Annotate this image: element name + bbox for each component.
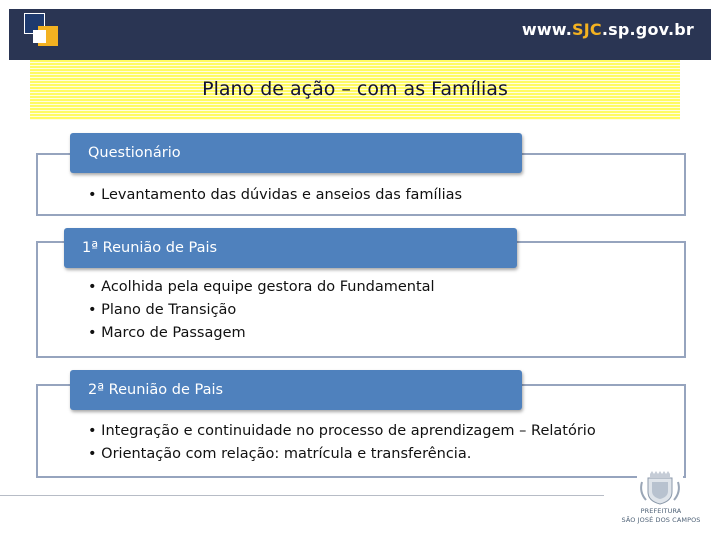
list-item: • Acolhida pela equipe gestora do Fundamental [88, 279, 435, 295]
site-url-prefix: www. [521, 20, 573, 39]
site-url[interactable] [522, 20, 694, 39]
section-heading-reuniao-1: 1ª Reunião de Pais [64, 228, 517, 268]
page-title: Plano de ação – com as Famílias [202, 78, 508, 100]
title-banner [30, 60, 680, 120]
list-item: • Marco de Passagem [88, 325, 246, 341]
list-item: • Orientação com relação: matrícula e transferência. [88, 446, 472, 462]
section-heading-reuniao-2: 2ª Reunião de Pais [70, 370, 522, 410]
list-item: • Levantamento das dúvidas e anseios das famílias [88, 187, 463, 203]
bullet-list-questionario [88, 184, 462, 207]
logo-icon-white [33, 30, 46, 43]
site-url-suffix: .sp.gov.br [601, 20, 694, 39]
bullet-list-reuniao-2 [88, 420, 596, 466]
bullet-list-reuniao-1 [88, 276, 435, 345]
site-url-accent: SJC [572, 20, 602, 39]
prefeitura-line-2: SÃO JOSÉ DOS CAMPOS [621, 516, 701, 524]
prefeitura-label [613, 507, 709, 525]
footer-divider [0, 495, 604, 496]
city-emblem-icon [637, 470, 683, 506]
list-item: • Integração e continuidade no processo de aprendizagem – Relatório [88, 423, 596, 439]
section-heading-questionario: Questionário [70, 133, 522, 173]
list-item: • Plano de Transição [88, 302, 237, 318]
prefeitura-line-1: PREFEITURA [640, 507, 682, 515]
